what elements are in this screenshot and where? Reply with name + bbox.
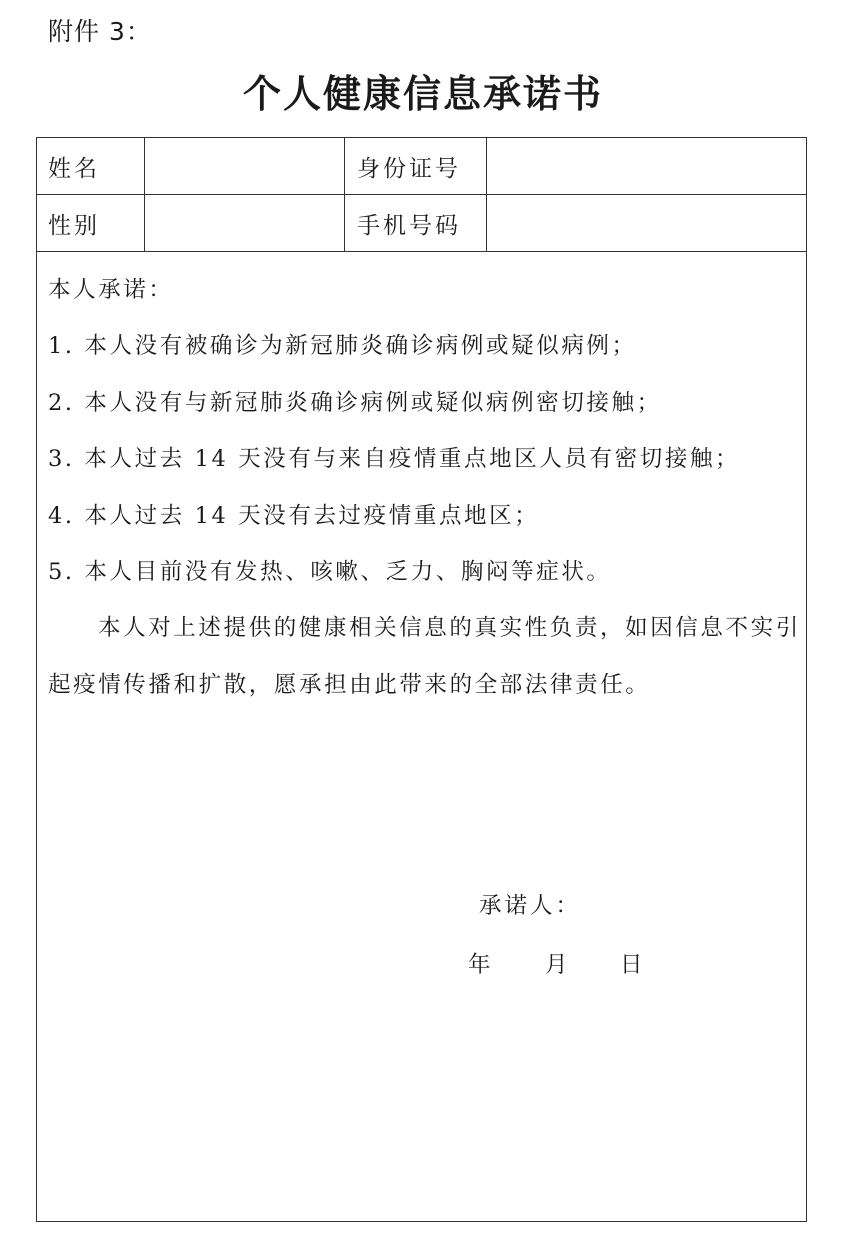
phone-label: 手机号码	[357, 212, 461, 239]
statement-line: 起疫情传播和扩散，愿承担由此带来的全部法律责任。	[48, 671, 651, 698]
name-field[interactable]	[145, 138, 344, 194]
form-row-name-id	[37, 138, 806, 195]
id-number-label: 身份证号	[357, 155, 461, 182]
gender-field[interactable]	[145, 195, 344, 251]
statement-line: 本人对上述提供的健康相关信息的真实性负责，如因信息不实引	[98, 615, 801, 642]
responsibility-statement	[48, 600, 801, 713]
commitment-intro: 本人承诺：	[48, 277, 174, 303]
commitment-item: 4. 本人过去 14 天没有去过疫情重点地区；	[48, 502, 540, 529]
document-title: 个人健康信息承诺书	[242, 72, 603, 116]
commitment-item: 5. 本人目前没有发热、咳嗽、乏力、胸闷等症状。	[48, 558, 612, 585]
signer-label: 承诺人：	[479, 893, 582, 919]
commitment-item: 2. 本人没有与新冠肺炎确诊病例或疑似病例密切接触；	[48, 389, 662, 416]
commitment-body	[48, 262, 801, 713]
commitment-item: 1. 本人没有被确诊为新冠肺炎确诊病例或疑似病例；	[48, 333, 637, 360]
commitment-item: 3. 本人过去 14 天没有与来自疫情重点地区人员有密切接触；	[48, 446, 741, 473]
name-label: 姓名	[48, 155, 100, 182]
commitment-form	[36, 137, 807, 1222]
gender-label: 性别	[48, 212, 100, 239]
year-label: 年	[468, 952, 491, 978]
attachment-label: 附件 3：	[48, 17, 152, 46]
month-label: 月	[545, 952, 568, 978]
id-number-field[interactable]	[487, 138, 805, 194]
phone-field[interactable]	[487, 195, 805, 251]
form-row-gender-phone	[37, 195, 806, 252]
divider	[344, 195, 345, 251]
day-label: 日	[620, 952, 643, 978]
divider	[344, 138, 345, 194]
